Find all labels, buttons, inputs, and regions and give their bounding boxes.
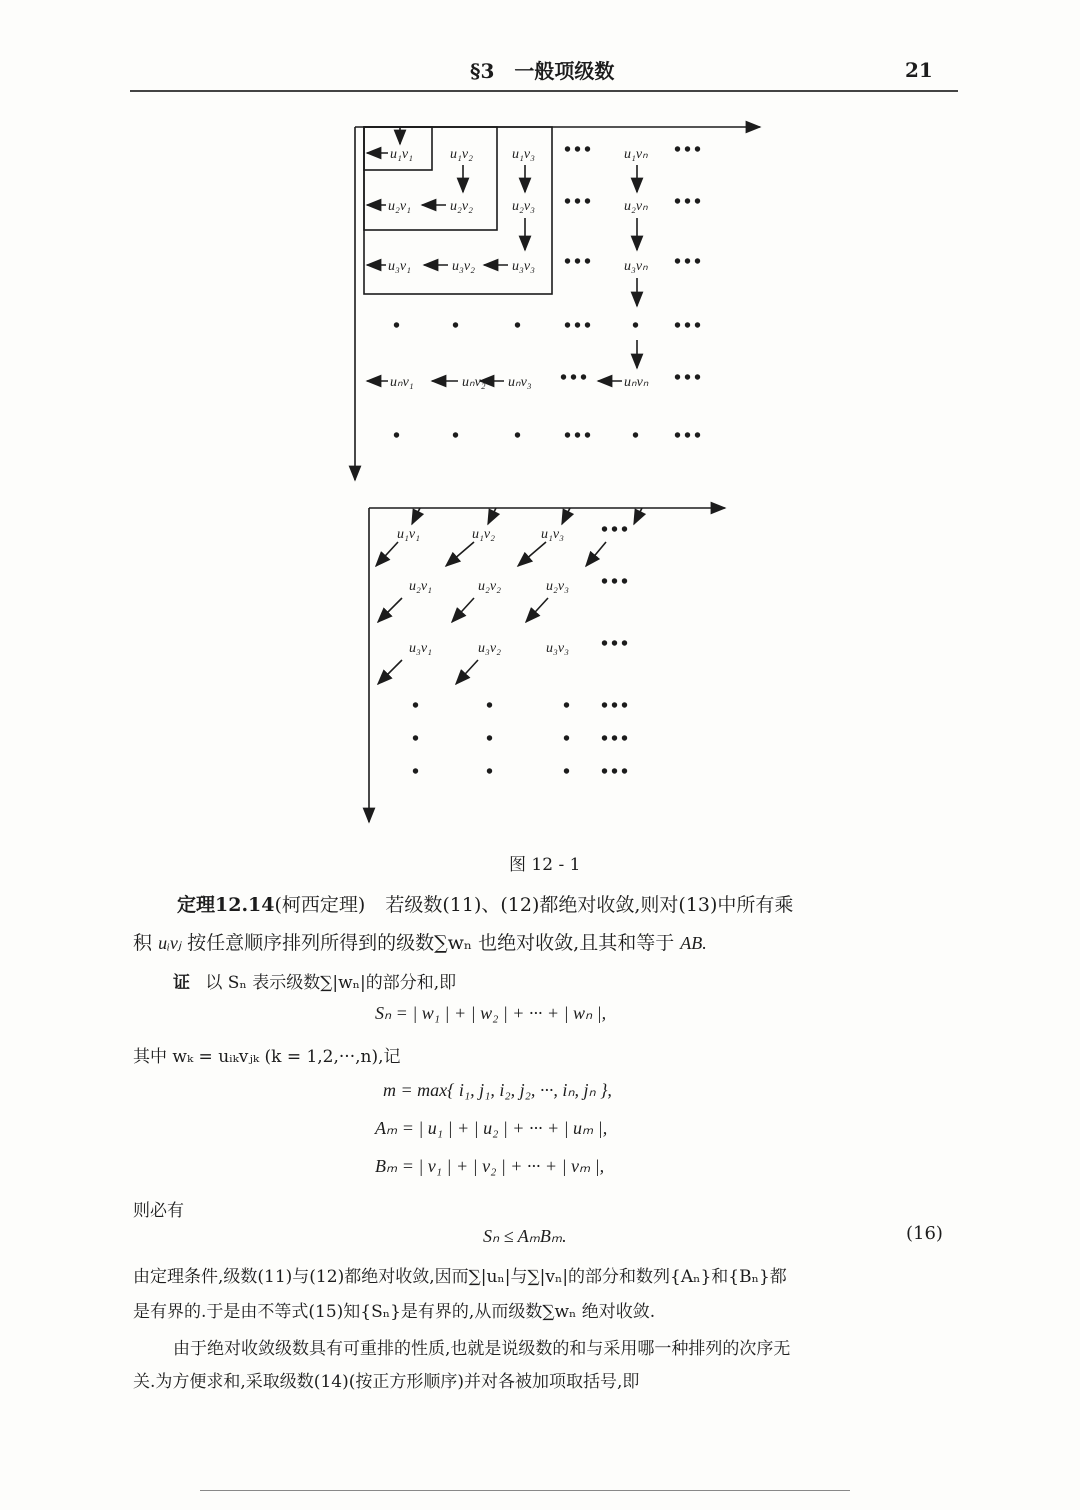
dot: • — [632, 315, 643, 337]
theorem-name: (柯西定理) — [274, 894, 366, 916]
dot: • — [452, 315, 463, 337]
ellipsis: ••• — [674, 251, 705, 273]
term-u2v2: u₂v₂ — [450, 199, 473, 214]
term-unv3: uₙv₃ — [508, 375, 532, 390]
dot: • — [632, 425, 643, 447]
ellipsis: ••• — [564, 425, 595, 447]
proof-text-1: 以 Sₙ 表示级数∑|wₙ|的部分和,即 — [205, 973, 457, 993]
term-u1v3: u₁v₃ — [512, 147, 535, 162]
section-header: §3 一般项级数 — [470, 59, 615, 83]
paragraph-2-line-2: 关.为方便求和,采取级数(14)(按正方形顺序)并对各被加项取括号,即 — [133, 1372, 640, 1392]
diagonal-order-diagram — [369, 508, 725, 822]
dot: • — [412, 761, 423, 783]
ellipsis: ••• — [674, 191, 705, 213]
term-u1vn: u₁vₙ — [624, 147, 648, 162]
paragraph-1-line-2: 是有界的.于是由不等式(15)知{Sₙ}是有界的,从而级数∑wₙ 绝对收敛. — [133, 1302, 656, 1322]
dot: • — [486, 728, 497, 750]
term-u1v1: u₁v₁ — [397, 527, 420, 542]
where-line: 其中 wₖ = uᵢₖvⱼₖ (k = 1,2,···,n),记 — [133, 1047, 401, 1067]
equation-16: Sₙ ≤ AₘBₘ. — [483, 1226, 567, 1246]
ellipsis: ••• — [674, 139, 705, 161]
page-number: 21 — [905, 58, 933, 82]
ellipsis: ••• — [564, 191, 595, 213]
ellipsis: ••• — [601, 633, 632, 655]
term-u1v1: u₁v₁ — [390, 147, 413, 162]
theorem-uv: uᵢvⱼ — [158, 933, 182, 953]
theorem-line-2 — [133, 928, 707, 955]
equation-number-16: (16) — [906, 1223, 943, 1244]
ellipsis: ••• — [601, 519, 632, 541]
term-u3v1: u₃v₁ — [388, 259, 411, 274]
term-u2v1: u₂v₁ — [409, 579, 432, 594]
term-u2v3: u₂v₃ — [546, 579, 569, 594]
dot: • — [486, 761, 497, 783]
dot: • — [412, 728, 423, 750]
ellipsis: ••• — [674, 425, 705, 447]
proof-label: 证 — [173, 973, 190, 993]
ellipsis: ••• — [674, 367, 705, 389]
term-unvn: uₙvₙ — [624, 375, 649, 390]
theorem-text-1: 若级数(11)、(12)都绝对收敛,则对(13)中所有乘 — [385, 894, 794, 916]
term-u2v2: u₂v₂ — [478, 579, 501, 594]
equation-Sn: Sₙ = | w₁ | + | w₂ | + ··· + | wₙ |, — [375, 1003, 607, 1023]
dot: • — [452, 425, 463, 447]
equation-Am: Aₘ = | u₁ | + | u₂ | + ··· + | uₘ |, — [375, 1118, 608, 1138]
term-u3v2: u₃v₂ — [478, 641, 501, 656]
dot: • — [486, 695, 497, 717]
dot: • — [393, 425, 404, 447]
paragraph-2-line-1: 由于绝对收敛级数具有可重排的性质,也就是说级数的和与采用哪一种排列的次序无 — [173, 1339, 791, 1359]
then-line: 则必有 — [133, 1201, 184, 1221]
ellipsis: ••• — [674, 315, 705, 337]
theorem-text-2b: 按任意顺序排列所得到的级数∑wₙ 也绝对收敛,且其和等于 — [187, 932, 675, 954]
term-u1v3: u₁v₃ — [541, 527, 564, 542]
term-u3v3: u₃v₃ — [546, 641, 569, 656]
ellipsis: ••• — [601, 571, 632, 593]
paragraph-1-line-1: 由定理条件,级数(11)与(12)都绝对收敛,因而∑|uₙ|与∑|vₙ|的部分和数列{Aₙ}和{Bₙ}都 — [133, 1267, 787, 1287]
dot: • — [563, 695, 574, 717]
term-u3vn: u₃vₙ — [624, 259, 648, 274]
term-u2v1: u₂v₁ — [388, 199, 411, 214]
ellipsis: ••• — [601, 695, 632, 717]
ellipsis: ••• — [564, 139, 595, 161]
term-u1v2: u₁v₂ — [450, 147, 473, 162]
ellipsis: ••• — [564, 315, 595, 337]
figure-caption: 图 12 - 1 — [509, 855, 581, 875]
ellipsis: ••• — [601, 728, 632, 750]
term-u2v3: u₂v₃ — [512, 199, 535, 214]
term-u2vn: u₂vₙ — [624, 199, 648, 214]
term-u3v2: u₃v₂ — [452, 259, 475, 274]
equation-m: m = max{ i₁, j₁, i₂, j₂, ···, iₙ, jₙ }, — [383, 1080, 612, 1100]
dot: • — [514, 425, 525, 447]
theorem-AB: AB. — [680, 933, 707, 953]
dot: • — [563, 761, 574, 783]
theorem-text-2a: 积 — [133, 932, 153, 954]
ellipsis: ••• — [560, 367, 591, 389]
dot: • — [393, 315, 404, 337]
footer-rule — [200, 1490, 850, 1491]
ellipsis: ••• — [601, 761, 632, 783]
theorem-line-1 — [177, 890, 793, 917]
traversal-arrows — [367, 127, 637, 381]
theorem-label: 定理12.14 — [177, 894, 275, 916]
dot: • — [514, 315, 525, 337]
square-order-diagram — [355, 127, 760, 480]
ellipsis: ••• — [564, 251, 595, 273]
term-unv2: uₙv₂ — [462, 375, 486, 390]
square-2 — [364, 127, 497, 230]
proof-line-1 — [173, 968, 456, 993]
equation-Bm: Bₘ = | v₁ | + | v₂ | + ··· + | vₘ |, — [375, 1156, 605, 1176]
term-u3v1: u₃v₁ — [409, 641, 432, 656]
dot: • — [563, 728, 574, 750]
term-u3v3: u₃v₃ — [512, 259, 535, 274]
term-unv1: uₙv₁ — [390, 375, 414, 390]
term-u1v2: u₁v₂ — [472, 527, 495, 542]
dot: • — [412, 695, 423, 717]
